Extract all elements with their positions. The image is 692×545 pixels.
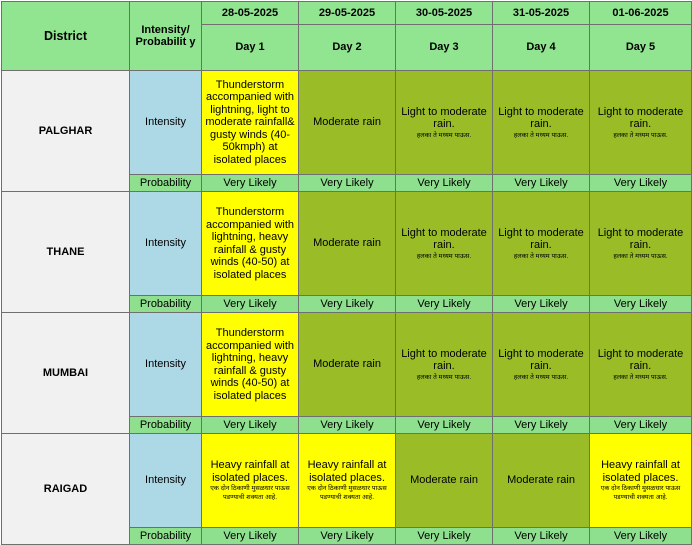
- forecast-text: Light to moderate rain.: [401, 347, 487, 372]
- forecast-text: Moderate rain: [313, 358, 381, 371]
- forecast-marathi-text: हलका ते मध्यम पाऊस.: [613, 373, 668, 381]
- forecast-cell: [590, 313, 692, 417]
- forecast-text: Light to moderate rain.: [597, 105, 684, 130]
- forecast-marathi-text: हलका ते मध्यम पाऊस.: [416, 252, 472, 260]
- probability-label: Probability: [130, 528, 202, 545]
- probability-value: Very Likely: [493, 528, 590, 545]
- probability-value: Very Likely: [299, 528, 396, 545]
- forecast-text: Heavy rainfall at isolated places.: [210, 459, 290, 484]
- date-header: 30-05-2025: [396, 2, 493, 25]
- probability-value: Very Likely: [299, 296, 396, 313]
- forecast-cell: [299, 313, 396, 417]
- forecast-text: Moderate rain: [313, 237, 381, 250]
- day-header: Day 3: [396, 25, 493, 71]
- forecast-cell: [299, 71, 396, 175]
- probability-value: Very Likely: [396, 296, 493, 313]
- forecast-text: Light to moderate rain.: [498, 347, 584, 372]
- district-name: PALGHAR: [2, 71, 130, 192]
- forecast-marathi-text: एक दोन ठिकाणी मुसळधार पाऊस पडण्याची शक्यता आहे.: [600, 485, 681, 501]
- probability-value: Very Likely: [202, 296, 299, 313]
- forecast-cell: [299, 434, 396, 528]
- district-name: MUMBAI: [2, 313, 130, 434]
- forecast-text: Thunderstorm accompanied with lightning, heavy rainfall & gusty winds (40-50) at isolated places: [205, 327, 295, 402]
- forecast-marathi-text: हलका ते मध्यम पाऊस.: [613, 131, 668, 139]
- date-header: 29-05-2025: [299, 2, 396, 25]
- intensity-label: Intensity: [130, 434, 202, 528]
- forecast-cell: [493, 434, 590, 528]
- probability-value: Very Likely: [590, 417, 692, 434]
- intensity-label: Intensity: [130, 192, 202, 296]
- forecast-text: Light to moderate rain.: [401, 105, 487, 130]
- day-header: Day 4: [493, 25, 590, 71]
- forecast-text: Light to moderate rain.: [597, 226, 684, 251]
- forecast-cell: [590, 192, 692, 296]
- forecast-text: Light to moderate rain.: [498, 105, 584, 130]
- district-name: RAIGAD: [2, 434, 130, 545]
- district-intensity-row: [2, 71, 692, 175]
- forecast-marathi-text: हलका ते मध्यम पाऊस.: [513, 252, 569, 260]
- intensity-probability-header: Intensity/ Probabilit y: [130, 2, 202, 71]
- probability-value: Very Likely: [590, 175, 692, 192]
- forecast-marathi-text: हलका ते मध्यम पाऊस.: [416, 131, 472, 139]
- intensity-label: Intensity: [130, 71, 202, 175]
- forecast-cell: [590, 434, 692, 528]
- forecast-cell: [202, 192, 299, 296]
- intensity-label: Intensity: [130, 313, 202, 417]
- probability-value: Very Likely: [299, 175, 396, 192]
- forecast-body: [2, 71, 692, 545]
- probability-value: Very Likely: [396, 175, 493, 192]
- probability-label: Probability: [130, 296, 202, 313]
- forecast-marathi-text: हलका ते मध्यम पाऊस.: [613, 252, 668, 260]
- probability-value: Very Likely: [493, 417, 590, 434]
- probability-value: Very Likely: [590, 528, 692, 545]
- day-header: Day 5: [590, 25, 692, 71]
- forecast-text: Heavy rainfall at isolated places.: [307, 459, 387, 484]
- forecast-text: Light to moderate rain.: [597, 347, 684, 372]
- probability-label: Probability: [130, 417, 202, 434]
- probability-value: Very Likely: [493, 296, 590, 313]
- forecast-cell: [493, 313, 590, 417]
- forecast-marathi-text: हलका ते मध्यम पाऊस.: [416, 373, 472, 381]
- district-intensity-row: [2, 434, 692, 528]
- forecast-text: Thunderstorm accompanied with lightning, heavy rainfall & gusty winds (40-50) at isolated places: [205, 206, 295, 281]
- date-header: 31-05-2025: [493, 2, 590, 25]
- forecast-cell: [202, 313, 299, 417]
- probability-value: Very Likely: [590, 296, 692, 313]
- forecast-cell: [493, 71, 590, 175]
- forecast-marathi-text: हलका ते मध्यम पाऊस.: [513, 131, 569, 139]
- forecast-cell: [396, 313, 493, 417]
- forecast-marathi-text: एक दोन ठिकाणी मुसळधार पाऊस पडण्याची शक्यता आहे.: [307, 485, 387, 501]
- forecast-cell: [493, 192, 590, 296]
- probability-value: Very Likely: [202, 417, 299, 434]
- forecast-table: [1, 1, 692, 545]
- forecast-cell: [202, 71, 299, 175]
- probability-label: Probability: [130, 175, 202, 192]
- forecast-text: Moderate rain: [313, 116, 381, 129]
- forecast-marathi-text: हलका ते मध्यम पाऊस.: [513, 373, 569, 381]
- forecast-cell: [299, 192, 396, 296]
- district-intensity-row: [2, 192, 692, 296]
- probability-value: Very Likely: [396, 528, 493, 545]
- forecast-text: Thunderstorm accompanied with lightning, light to moderate rainfall& gusty winds (40-50kmph) at isolated places: [205, 78, 295, 166]
- district-intensity-row: [2, 313, 692, 417]
- probability-value: Very Likely: [202, 528, 299, 545]
- forecast-cell: [396, 192, 493, 296]
- date-header: 01-06-2025: [590, 2, 692, 25]
- day-header: Day 2: [299, 25, 396, 71]
- day-header: Day 1: [202, 25, 299, 71]
- district-name: THANE: [2, 192, 130, 313]
- date-header: 28-05-2025: [202, 2, 299, 25]
- forecast-cell: [396, 71, 493, 175]
- probability-value: Very Likely: [299, 417, 396, 434]
- district-header: District: [2, 2, 130, 71]
- forecast-cell: [396, 434, 493, 528]
- probability-value: Very Likely: [202, 175, 299, 192]
- forecast-text: Moderate rain: [507, 474, 575, 487]
- forecast-text: Light to moderate rain.: [498, 226, 584, 251]
- probability-value: Very Likely: [493, 175, 590, 192]
- forecast-cell: [202, 434, 299, 528]
- forecast-text: Moderate rain: [410, 474, 478, 487]
- forecast-text: Light to moderate rain.: [401, 226, 487, 251]
- forecast-marathi-text: एक दोन ठिकाणी मुसळधार पाऊस पडण्याची शक्यता आहे.: [210, 485, 290, 501]
- probability-value: Very Likely: [396, 417, 493, 434]
- forecast-text: Heavy rainfall at isolated places.: [601, 459, 680, 484]
- forecast-cell: [590, 71, 692, 175]
